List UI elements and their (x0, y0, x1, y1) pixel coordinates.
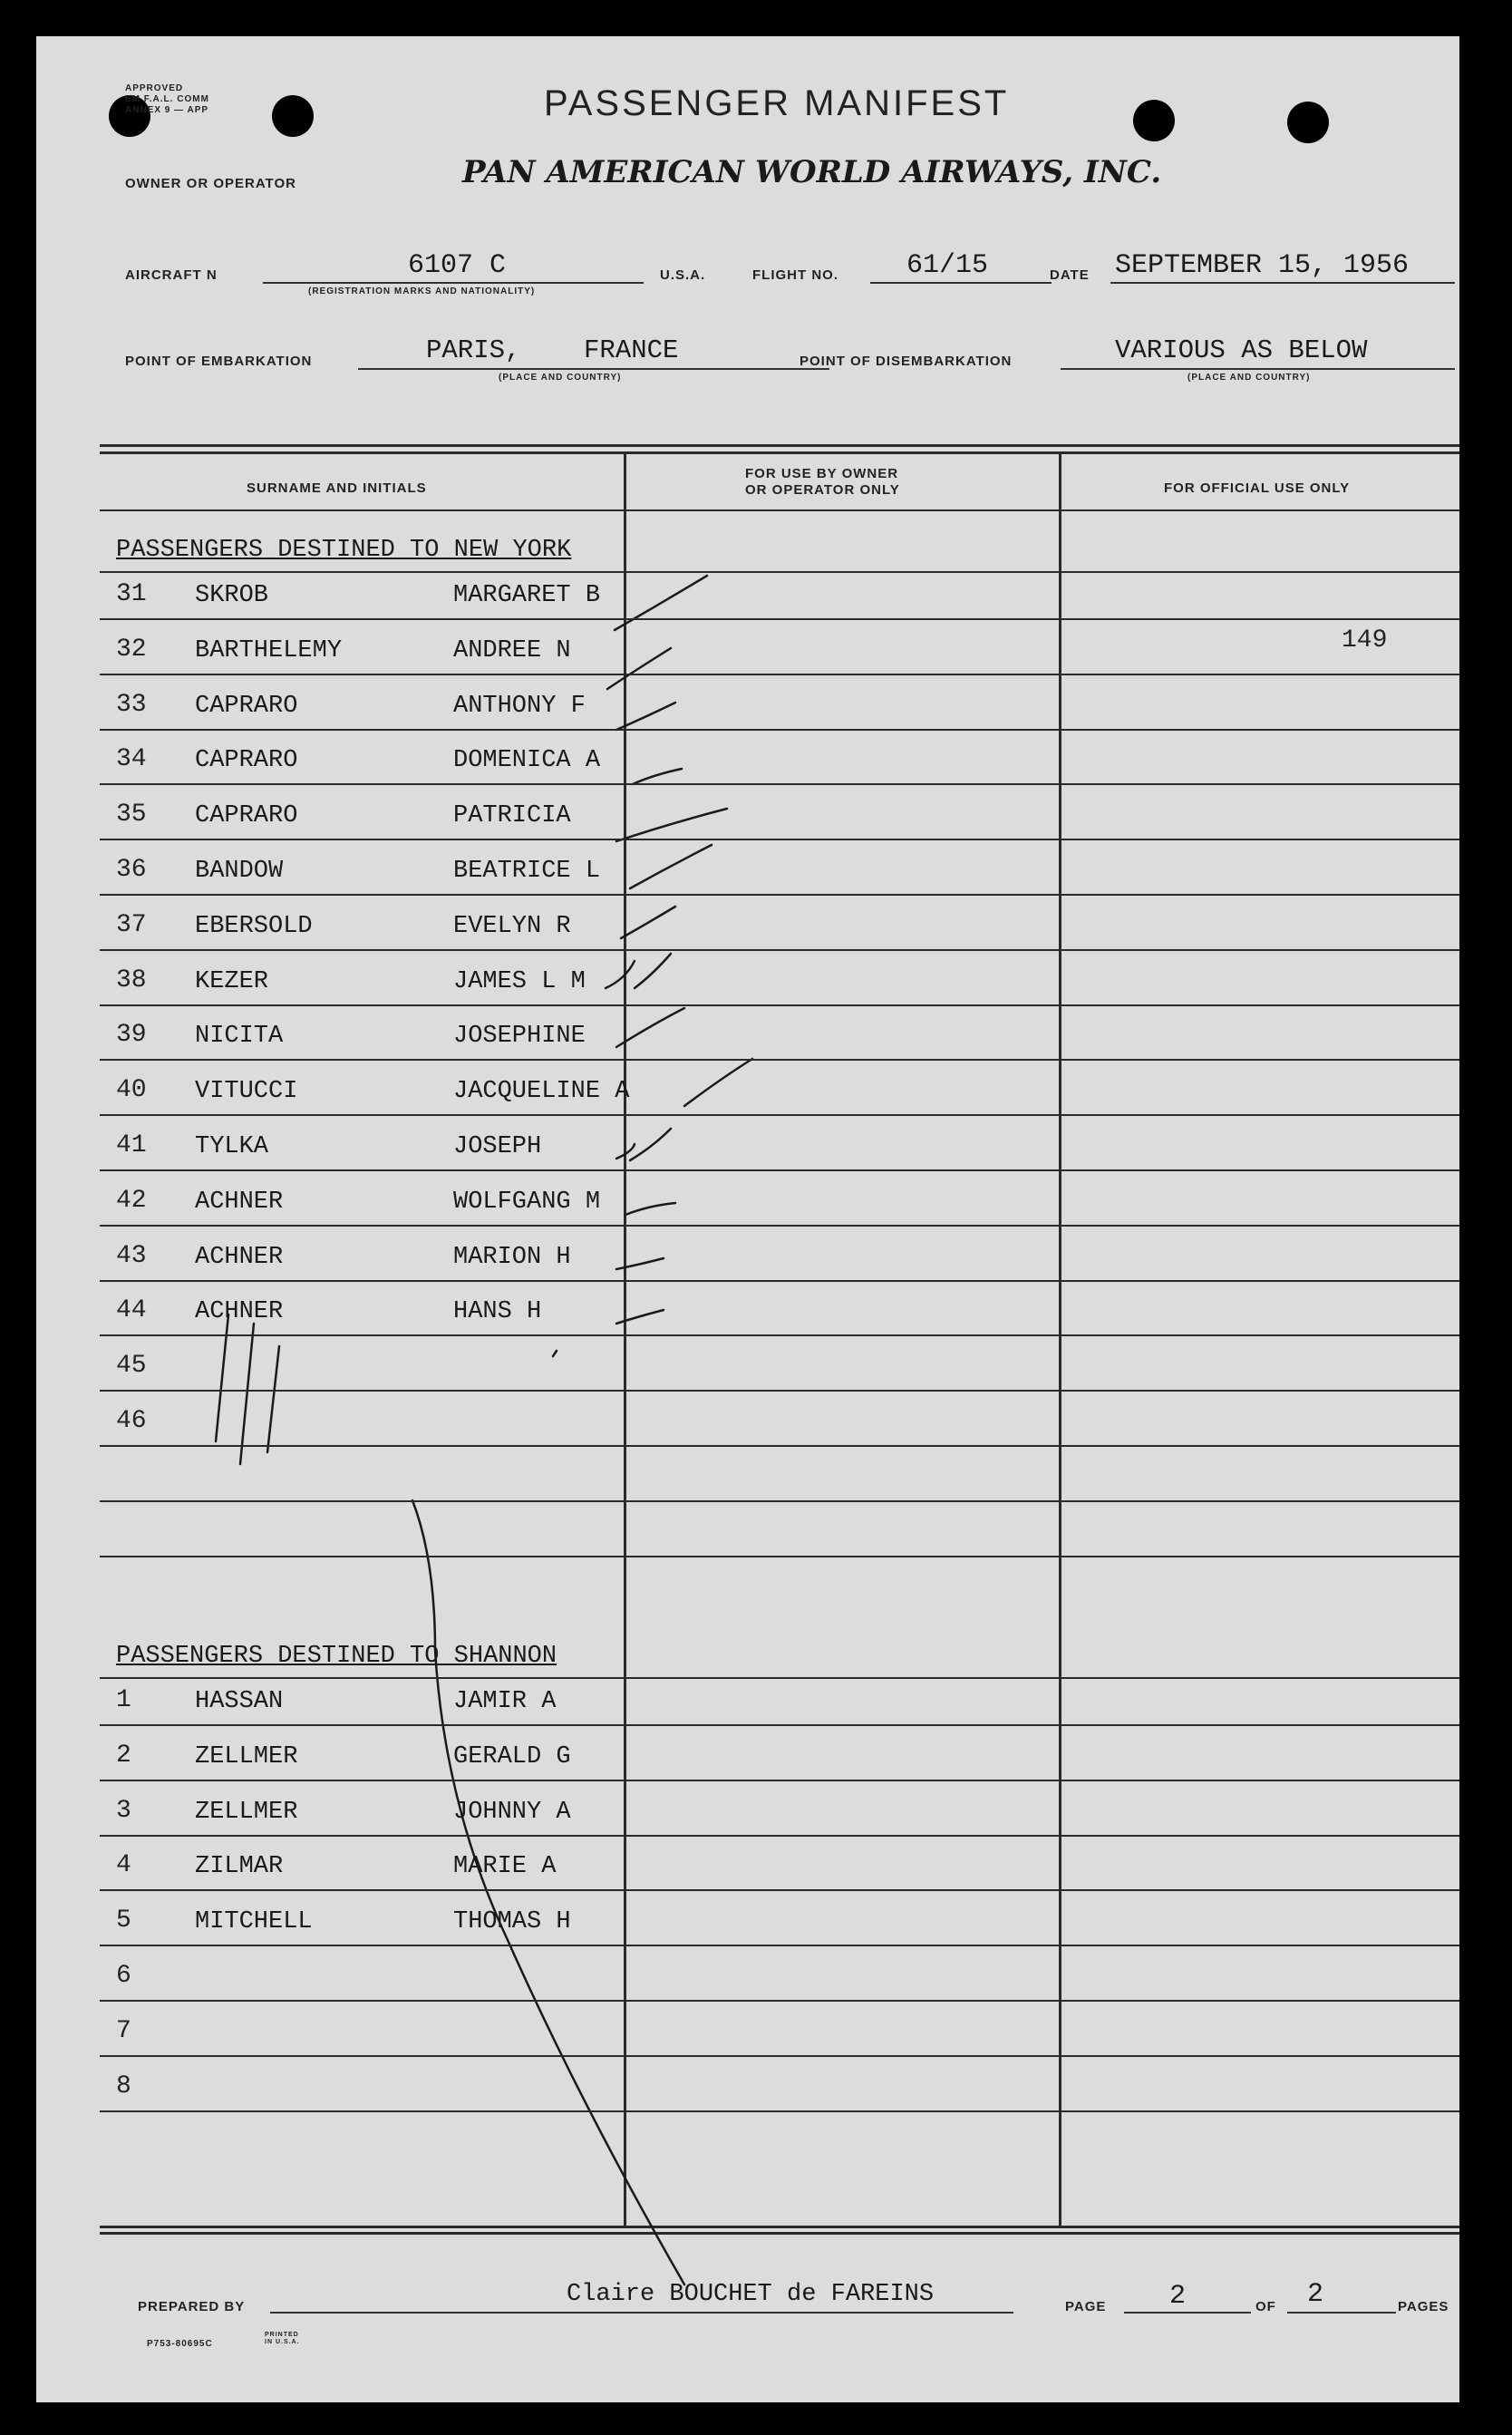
passenger-surname: CAPRARO (195, 747, 298, 775)
passenger-given-name: DOMENICA A (453, 747, 601, 775)
row-number: 35 (116, 800, 147, 829)
row-number: 8 (116, 2071, 131, 2100)
passenger-given-name: EVELYN R (453, 912, 571, 940)
passenger-given-name: MARIE A (453, 1853, 557, 1881)
row-number: 2 (116, 1741, 131, 1770)
pages-label: PAGES (1398, 2299, 1449, 2314)
embark-value: PARIS, FRANCE (426, 335, 679, 365)
embark-caption: (PLACE AND COUNTRY) (499, 373, 622, 383)
page-label: PAGE (1065, 2299, 1107, 2314)
check-mark (684, 1059, 752, 1106)
passenger-given-name: ANDREE N (453, 636, 571, 665)
check-mark (607, 648, 671, 689)
passenger-given-name: JOSEPHINE (453, 1023, 586, 1051)
row-number: 4 (116, 1851, 131, 1880)
passenger-surname: CAPRARO (195, 802, 298, 830)
passenger-given-name: GERALD G (453, 1742, 571, 1770)
passenger-given-name: WOLFGANG M (453, 1188, 601, 1216)
manifest-page (36, 36, 1459, 2402)
flight-label: FLIGHT NO. (752, 267, 838, 283)
col-surname-header: SURNAME AND INITIALS (247, 480, 427, 496)
aircraft-caption: (REGISTRATION MARKS AND NATIONALITY) (308, 286, 536, 296)
diagonal-strike (412, 1500, 684, 2285)
check-mark (625, 1203, 675, 1215)
page-title: PASSENGER MANIFEST (544, 83, 1010, 123)
passenger-given-name: THOMAS H (453, 1908, 571, 1936)
row-number: 1 (116, 1686, 131, 1714)
row-number: 36 (116, 856, 147, 884)
row-number: 7 (116, 2016, 131, 2045)
passenger-surname: ACHNER (195, 1188, 284, 1216)
page-number: 2 (1169, 2281, 1187, 2312)
row-number: 37 (116, 910, 147, 939)
row-number: 33 (116, 690, 147, 719)
passenger-surname: ACHNER (195, 1298, 284, 1326)
passenger-surname: VITUCCI (195, 1078, 298, 1106)
passenger-given-name: JACQUELINE A (453, 1078, 630, 1106)
disembark-label: POINT OF DISEMBARKATION (800, 354, 1013, 369)
check-mark (621, 907, 675, 938)
row-number: 39 (116, 1021, 147, 1050)
check-mark (606, 954, 671, 988)
passenger-given-name: BEATRICE L (453, 858, 601, 885)
prepared-label: PREPARED BY (138, 2299, 246, 2314)
check-mark (616, 703, 675, 730)
row-number: 3 (116, 1796, 131, 1825)
passenger-given-name: JOSEPH (453, 1133, 542, 1160)
section-title-new-york: PASSENGERS DESTINED TO NEW YORK (116, 537, 572, 564)
usa-label: U.S.A. (660, 267, 706, 283)
flight-value: 61/15 (906, 250, 989, 281)
prepared-value: Claire BOUCHET de FAREINS (567, 2281, 935, 2308)
printed-stamp: PRINTED IN U.S.A. (265, 2332, 300, 2345)
passenger-surname: SKROB (195, 582, 269, 609)
passenger-given-name: ANTHONY F (453, 692, 586, 720)
passenger-surname: ACHNER (195, 1243, 284, 1271)
of-label: OF (1255, 2299, 1276, 2314)
aircraft-label: AIRCRAFT N (125, 267, 218, 283)
passenger-surname: NICITA (195, 1023, 284, 1051)
passenger-surname: CAPRARO (195, 692, 298, 720)
approval-stamp: APPROVED EM F.A.L. COMM ANNEX 9 — APP (125, 83, 209, 115)
handwritten-marks (36, 36, 1459, 2402)
form-code: P753-80695C (147, 2339, 213, 2349)
row-number: 32 (116, 635, 147, 664)
row-number: 5 (116, 1906, 131, 1935)
passenger-surname: ZILMAR (195, 1853, 284, 1881)
col-owner-header-1: FOR USE BY OWNER (745, 466, 899, 481)
strike-line (240, 1324, 254, 1464)
row-number: 41 (116, 1131, 147, 1159)
check-mark (633, 769, 682, 784)
passenger-given-name: JAMIR A (453, 1688, 557, 1715)
passenger-surname: HASSAN (195, 1688, 284, 1715)
col-owner-header-2: OR OPERATOR ONLY (745, 482, 900, 498)
row-number: 40 (116, 1076, 147, 1105)
check-mark (630, 845, 712, 888)
strike-line (267, 1346, 279, 1452)
section-title-shannon: PASSENGERS DESTINED TO SHANNON (116, 1643, 557, 1670)
passenger-given-name: MARGARET B (453, 582, 601, 609)
check-mark (616, 1129, 671, 1160)
check-mark (616, 1008, 684, 1047)
row-number: 44 (116, 1296, 147, 1325)
operator-name: PAN AMERICAN WORLD AIRWAYS, INC. (462, 154, 1162, 190)
row-number: 45 (116, 1352, 147, 1381)
passenger-surname: BANDOW (195, 858, 284, 885)
aircraft-value: 6107 C (408, 250, 507, 281)
check-mark (615, 576, 707, 630)
row-number: 38 (116, 965, 147, 994)
col-official-header: FOR OFFICIAL USE ONLY (1164, 480, 1351, 496)
page-total: 2 (1307, 2279, 1324, 2310)
date-value: SEPTEMBER 15, 1956 (1115, 250, 1410, 281)
passenger-surname: TYLKA (195, 1133, 269, 1160)
official-use-value: 149 (1342, 626, 1388, 655)
passenger-given-name: JAMES L M (453, 967, 586, 995)
row-number: 43 (116, 1241, 147, 1270)
disembark-value: VARIOUS AS BELOW (1115, 335, 1368, 365)
embark-label: POINT OF EMBARKATION (125, 354, 313, 369)
passenger-surname: BARTHELEMY (195, 636, 343, 665)
row-number: 31 (116, 580, 147, 608)
strike-line (216, 1315, 228, 1441)
owner-label: OWNER OR OPERATOR (125, 176, 296, 191)
row-number: 42 (116, 1186, 147, 1215)
passenger-given-name: MARION H (453, 1243, 571, 1271)
passenger-given-name: HANS H (453, 1298, 542, 1326)
passenger-given-name: PATRICIA (453, 802, 571, 830)
check-mark (616, 809, 727, 841)
passenger-surname: EBERSOLD (195, 912, 313, 940)
row-number: 6 (116, 1962, 131, 1990)
date-label: DATE (1050, 267, 1090, 283)
passenger-surname: KEZER (195, 967, 269, 995)
check-mark (616, 1258, 664, 1269)
row-number: 34 (116, 745, 147, 774)
passenger-surname: ZELLMER (195, 1742, 298, 1770)
check-mark (616, 1310, 664, 1324)
passenger-surname: MITCHELL (195, 1908, 313, 1936)
disembark-caption: (PLACE AND COUNTRY) (1187, 373, 1311, 383)
passenger-given-name: JOHNNY A (453, 1798, 571, 1826)
tick (553, 1351, 557, 1356)
row-number: 46 (116, 1407, 147, 1435)
passenger-surname: ZELLMER (195, 1798, 298, 1826)
